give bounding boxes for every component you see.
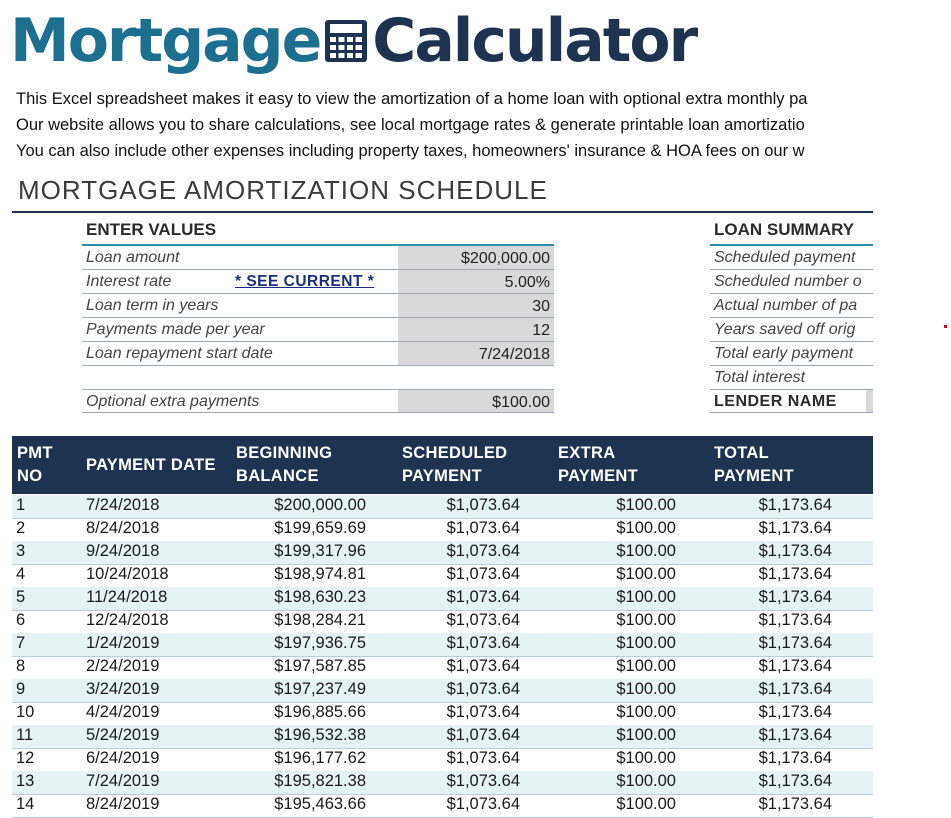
- cell-beginning-balance: $195,821.38: [274, 772, 366, 790]
- section-divider: [12, 211, 873, 213]
- cell-scheduled-payment: $1,073.64: [446, 565, 520, 583]
- cell-pmt-no: 5: [16, 588, 26, 606]
- calculator-icon: [324, 19, 368, 63]
- cell-pmt-no: 10: [16, 703, 35, 721]
- label-extra-payments: Optional extra payments: [86, 393, 260, 410]
- cell-total-payment: $1,173.64: [758, 772, 832, 790]
- cell-scheduled-payment: $1,073.64: [446, 657, 520, 675]
- section-title: MORTGAGE AMORTIZATION SCHEDULE: [18, 175, 548, 205]
- cell-total-payment: $1,173.64: [758, 496, 832, 514]
- cell-pmt-no: 11: [16, 726, 34, 744]
- summary-scheduled-number: Scheduled number o: [714, 273, 862, 290]
- cell-payment-date: 9/24/2018: [86, 542, 160, 560]
- row-divider: [710, 341, 873, 342]
- summary-scheduled-payment: Scheduled payment: [714, 249, 856, 266]
- cell-scheduled-payment: $1,073.64: [446, 726, 520, 744]
- col-header-total-payment: TOTAL PAYMENT: [714, 444, 795, 485]
- cell-beginning-balance: $196,532.38: [274, 726, 366, 744]
- cell-pmt-no: 4: [16, 565, 26, 583]
- cell-beginning-balance: $198,974.81: [274, 565, 366, 583]
- table-row: [12, 679, 873, 703]
- cell-payment-date: 5/24/2019: [86, 726, 160, 744]
- cell-payment-date: 7/24/2018: [86, 496, 160, 514]
- summary-total-early: Total early payment: [714, 345, 854, 362]
- row-divider: [710, 365, 873, 366]
- table-row: [12, 771, 873, 795]
- cell-beginning-balance: $196,885.66: [274, 703, 366, 721]
- cell-extra-payment: $100.00: [616, 611, 676, 629]
- cell-extra-payment: $100.00: [616, 634, 676, 652]
- cell-extra-payment: $100.00: [616, 657, 676, 675]
- cell-scheduled-payment: $1,073.64: [446, 749, 520, 767]
- cell-pmt-no: 3: [16, 542, 26, 560]
- cell-scheduled-payment: $1,073.64: [446, 542, 520, 560]
- loan-summary-underline: [710, 244, 873, 246]
- cell-beginning-balance: $196,177.62: [274, 749, 366, 767]
- input-extra-payments[interactable]: $100.00: [492, 394, 550, 411]
- label-loan-amount: Loan amount: [86, 249, 180, 266]
- cell-extra-payment: $100.00: [616, 496, 676, 514]
- row-divider: [82, 317, 554, 318]
- summary-actual-number: Actual number of pa: [714, 297, 858, 314]
- cell-total-payment: $1,173.64: [758, 657, 832, 675]
- col-header-payment-date: PAYMENT DATE: [86, 456, 216, 474]
- cell-extra-payment: $100.00: [616, 519, 676, 537]
- cell-payment-date: 10/24/2018: [86, 565, 169, 583]
- table-row: [12, 633, 873, 657]
- row-divider: [82, 389, 554, 390]
- red-marker: [944, 325, 947, 328]
- logo-text-calculator: Calculator: [372, 6, 697, 76]
- cell-total-payment: $1,173.64: [758, 519, 832, 537]
- row-divider: [82, 269, 554, 270]
- summary-years-saved: Years saved off orig: [714, 321, 856, 338]
- cell-pmt-no: 2: [16, 519, 26, 537]
- cell-scheduled-payment: $1,073.64: [446, 496, 520, 514]
- col-header-beginning-balance: BEGINNING BALANCE: [236, 444, 333, 485]
- cell-pmt-no: 13: [16, 772, 35, 790]
- row-divider: [82, 412, 554, 413]
- logo: [10, 2, 696, 80]
- intro-line-2: Our website allows you to share calculations, see local mortgage rates & generate printable loan amortizatio: [16, 116, 805, 134]
- cell-extra-payment: $100.00: [616, 588, 676, 606]
- cell-total-payment: $1,173.64: [758, 588, 832, 606]
- cell-scheduled-payment: $1,073.64: [446, 634, 520, 652]
- row-divider: [82, 365, 554, 366]
- cell-payment-date: 4/24/2019: [86, 703, 160, 721]
- cell-payment-date: 2/24/2019: [86, 657, 160, 675]
- cell-scheduled-payment: $1,073.64: [446, 772, 520, 790]
- see-current-link[interactable]: * SEE CURRENT *: [235, 273, 375, 290]
- cell-total-payment: $1,173.64: [758, 565, 832, 583]
- cell-total-payment: $1,173.64: [758, 795, 832, 813]
- cell-extra-payment: $100.00: [616, 542, 676, 560]
- cell-scheduled-payment: $1,073.64: [446, 795, 520, 813]
- cell-extra-payment: $100.00: [616, 726, 676, 744]
- cell-pmt-no: 1: [16, 496, 26, 514]
- schedule-header: [12, 436, 873, 494]
- label-interest-rate: Interest rate: [86, 273, 172, 290]
- row-divider: [710, 269, 873, 270]
- cell-total-payment: $1,173.64: [758, 726, 832, 744]
- cell-scheduled-payment: $1,073.64: [446, 680, 520, 698]
- cell-pmt-no: 14: [16, 795, 35, 813]
- intro-line-1: This Excel spreadsheet makes it easy to view the amortization of a home loan with optional extra monthly pa: [16, 90, 808, 108]
- input-start-date[interactable]: 7/24/2018: [478, 346, 550, 363]
- cell-beginning-balance: $198,630.23: [274, 588, 366, 606]
- cell-scheduled-payment: $1,073.64: [446, 611, 520, 629]
- cell-pmt-no: 6: [16, 611, 26, 629]
- summary-total-interest: Total interest: [714, 369, 806, 386]
- cell-payment-date: 7/24/2019: [86, 772, 160, 790]
- cell-scheduled-payment: $1,073.64: [446, 588, 520, 606]
- cell-total-payment: $1,173.64: [758, 703, 832, 721]
- cell-beginning-balance: $197,936.75: [274, 634, 366, 652]
- cell-total-payment: $1,173.64: [758, 542, 832, 560]
- cell-payment-date: 11/24/2018: [86, 588, 168, 606]
- label-start-date: Loan repayment start date: [86, 345, 273, 362]
- cell-payment-date: 3/24/2019: [86, 680, 160, 698]
- cell-beginning-balance: $197,237.49: [274, 680, 366, 698]
- lender-name-label: LENDER NAME: [714, 393, 837, 410]
- cell-extra-payment: $100.00: [616, 795, 676, 813]
- table-row: [12, 541, 873, 565]
- table-row: [12, 656, 873, 680]
- row-divider: [710, 412, 873, 413]
- cell-beginning-balance: $198,284.21: [274, 611, 366, 629]
- row-divider: [82, 341, 554, 342]
- loan-summary-panel: [710, 214, 873, 419]
- row-divider: [710, 317, 873, 318]
- cell-beginning-balance: $197,587.85: [274, 657, 366, 675]
- row-divider: [710, 389, 873, 390]
- cell-payment-date: 12/24/2018: [86, 611, 169, 629]
- cell-pmt-no: 8: [16, 657, 26, 675]
- row-divider: [82, 293, 554, 294]
- table-row: [12, 794, 873, 818]
- enter-values-heading: ENTER VALUES: [86, 220, 217, 239]
- label-loan-term: Loan term in years: [86, 297, 219, 314]
- cell-beginning-balance: $200,000.00: [274, 496, 366, 514]
- cell-payment-date: 6/24/2019: [86, 749, 160, 767]
- cell-beginning-balance: $199,659.69: [274, 519, 366, 537]
- table-row: [12, 702, 873, 726]
- cell-total-payment: $1,173.64: [758, 634, 832, 652]
- cell-pmt-no: 7: [16, 634, 26, 652]
- cell-scheduled-payment: $1,073.64: [446, 519, 520, 537]
- label-payments-per-year: Payments made per year: [86, 321, 265, 338]
- cell-total-payment: $1,173.64: [758, 680, 832, 698]
- input-loan-term[interactable]: 30: [532, 298, 550, 315]
- cell-payment-date: 1/24/2019: [86, 634, 160, 652]
- input-payments-per-year[interactable]: 12: [532, 322, 550, 339]
- cell-pmt-no: 12: [16, 749, 35, 767]
- col-header-scheduled-payment: SCHEDULED PAYMENT: [402, 444, 508, 485]
- table-row: [12, 725, 873, 749]
- intro-line-3: You can also include other expenses including property taxes, homeowners' insurance & HOA fees on our w: [16, 142, 805, 160]
- table-row: [12, 610, 873, 634]
- table-row: [12, 748, 873, 772]
- cell-extra-payment: $100.00: [616, 703, 676, 721]
- table-row: [12, 518, 873, 542]
- cell-extra-payment: $100.00: [616, 680, 676, 698]
- cell-total-payment: $1,173.64: [758, 611, 832, 629]
- table-row: [12, 564, 873, 588]
- cell-extra-payment: $100.00: [616, 565, 676, 583]
- cell-payment-date: 8/24/2019: [86, 795, 160, 813]
- cell-beginning-balance: $199,317.96: [274, 542, 366, 560]
- input-loan-amount[interactable]: $200,000.00: [461, 250, 550, 267]
- input-interest-rate[interactable]: 5.00%: [504, 274, 550, 291]
- cell-pmt-no: 9: [16, 680, 26, 698]
- cell-scheduled-payment: $1,073.64: [446, 703, 520, 721]
- cell-payment-date: 8/24/2018: [86, 519, 160, 537]
- cell-extra-payment: $100.00: [616, 772, 676, 790]
- table-row: [12, 495, 873, 519]
- cell-extra-payment: $100.00: [616, 749, 676, 767]
- row-divider: [710, 293, 873, 294]
- col-header-extra-payment: EXTRA PAYMENT: [558, 444, 639, 485]
- logo-text-mortgage: Mortgage: [10, 6, 321, 76]
- table-row: [12, 587, 873, 611]
- lender-name-input[interactable]: [866, 390, 873, 412]
- cell-beginning-balance: $195,463.66: [274, 795, 366, 813]
- cell-total-payment: $1,173.64: [758, 749, 832, 767]
- loan-summary-heading: LOAN SUMMARY: [714, 220, 855, 239]
- col-header-pmt-no: PMT NO: [17, 444, 53, 485]
